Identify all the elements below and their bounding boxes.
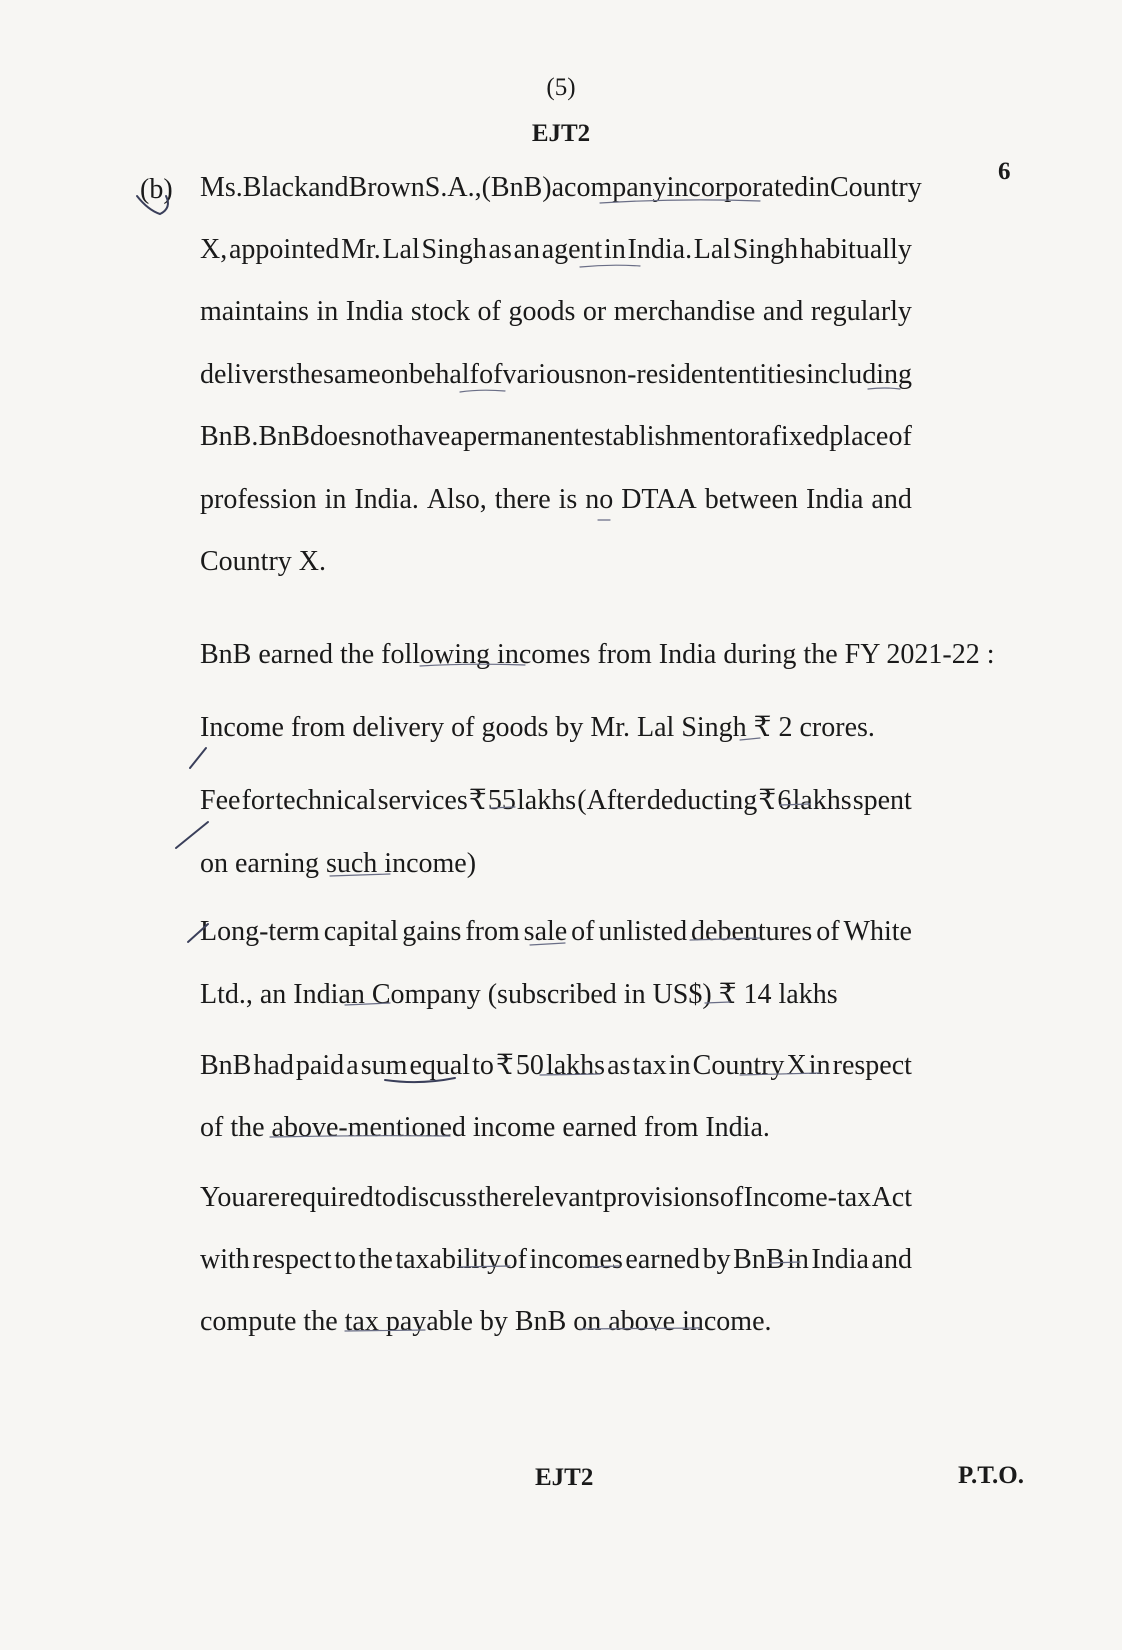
word: capital (323, 916, 399, 947)
word: entities (725, 359, 807, 390)
word: in (604, 234, 626, 265)
word: Mr. (341, 234, 381, 265)
paragraph-line (200, 168, 922, 208)
word: merchandise (613, 296, 756, 327)
word: to (472, 1050, 494, 1081)
word: X, (200, 234, 228, 265)
word: habitually (799, 234, 912, 265)
word: Income-tax (743, 1182, 872, 1213)
paper-code-footer: EJT2 (535, 1464, 594, 1491)
word: You (200, 1182, 246, 1213)
word: gains (402, 916, 462, 947)
word: paid (295, 1050, 345, 1081)
tax-paid-line (200, 1046, 912, 1086)
word: by (702, 1244, 731, 1275)
word: and (308, 172, 349, 203)
tick-mark-income1 (190, 748, 206, 768)
word: incomes (529, 1244, 623, 1275)
word: with (200, 1244, 250, 1275)
word: in (808, 172, 830, 203)
word: lakhs (517, 785, 577, 816)
word: goods (508, 296, 576, 327)
word: a (759, 421, 772, 452)
word: provisions (602, 1182, 720, 1213)
paragraph-line (200, 292, 912, 332)
word: from (465, 916, 520, 947)
word: fixed (771, 421, 830, 452)
word: unlisted (598, 916, 688, 947)
paragraph-line (200, 417, 912, 457)
income-item-capital-gains-cont: Ltd., an Indian Company (subscribed in US$) ₹ 14 lakhs (200, 979, 838, 1010)
question-label: (b) (140, 174, 173, 205)
word: various (502, 359, 585, 390)
requirement-line (200, 1178, 912, 1218)
word: between (704, 484, 798, 515)
word: place (829, 421, 889, 452)
word: in (808, 1050, 831, 1081)
word: Country (829, 172, 922, 203)
word: in (324, 484, 347, 515)
word: S.A., (424, 172, 482, 203)
word: on (380, 359, 409, 390)
paragraph-line (200, 230, 912, 270)
word: the (358, 1244, 393, 1275)
word: as (607, 1050, 631, 1081)
word: and (871, 1244, 912, 1275)
word: is (558, 484, 578, 515)
word: BnB (200, 1050, 252, 1081)
word: and (871, 484, 912, 515)
word: behalf (408, 359, 479, 390)
income-item-capital-gains (200, 912, 912, 952)
word: of (503, 1244, 527, 1275)
word: there (494, 484, 551, 515)
word: Lal (693, 234, 732, 265)
word: no (585, 484, 614, 515)
incomes-intro: BnB earned the following incomes from India during the FY 2021-22 : (200, 639, 995, 670)
word: Country (692, 1050, 785, 1081)
word: 55 (487, 785, 516, 816)
word: X (786, 1050, 807, 1081)
word: a (450, 421, 463, 452)
word: of (888, 421, 912, 452)
word: and (762, 296, 804, 327)
word: the (477, 1182, 512, 1213)
word: company (564, 172, 667, 203)
word: spent (852, 785, 912, 816)
word: maintains (200, 296, 309, 327)
word: lakhs (545, 1050, 606, 1081)
word: tax (632, 1050, 667, 1081)
word: for (241, 785, 275, 816)
word: a (346, 1050, 359, 1081)
word: lakhs (792, 785, 852, 816)
paragraph-line (200, 355, 912, 395)
word: discuss (396, 1182, 478, 1213)
word: to (334, 1244, 356, 1275)
word: Also, (426, 484, 487, 515)
word: India (805, 484, 864, 515)
tax-paid-line: of the above-mentioned income earned from India. (200, 1112, 770, 1143)
word: required (280, 1182, 374, 1213)
word: 6 (777, 785, 792, 816)
income-item-technical-fees-cont: on earning such income) (200, 848, 477, 879)
word: regularly (810, 296, 912, 327)
word: stock (410, 296, 470, 327)
word: (BnB) (481, 172, 552, 203)
word: incorporated (666, 172, 809, 203)
word: of (816, 916, 840, 947)
word: Black (242, 172, 309, 203)
word: India. (354, 484, 419, 515)
word: in (316, 296, 339, 327)
word: delivers (200, 359, 289, 390)
word: earned (625, 1244, 701, 1275)
word: debentures (691, 916, 813, 947)
word: to (374, 1182, 396, 1213)
word: BnB. (200, 421, 259, 452)
word: Lal (382, 234, 420, 265)
paper-code-header: EJT2 (531, 120, 591, 147)
word: appointed (228, 234, 340, 265)
word: an (513, 234, 540, 265)
word: does (310, 421, 362, 452)
word: respect (252, 1244, 332, 1275)
paragraph-line: Country X. (200, 546, 326, 577)
word: Singh (421, 234, 487, 265)
paragraph-line (200, 480, 912, 520)
word: deducting (646, 785, 758, 816)
word: or (582, 296, 607, 327)
word: non-resident (585, 359, 726, 390)
word: taxability (395, 1244, 502, 1275)
word: Singh (732, 234, 799, 265)
word: of (719, 1182, 744, 1213)
word: or (735, 421, 759, 452)
word: DTAA (621, 484, 697, 515)
word: ₹ (496, 1050, 514, 1081)
word: as (488, 234, 512, 265)
page-number: (5) (546, 74, 576, 101)
word: India (345, 296, 404, 327)
word: India (811, 1244, 869, 1275)
requirement-line: compute the tax payable by BnB on above income. (200, 1306, 772, 1337)
word: ₹ (468, 785, 487, 816)
word: Long-term (200, 916, 320, 947)
word: (After (577, 785, 646, 816)
pto-label: P.T.O. (958, 1462, 1024, 1489)
word: sum (360, 1050, 408, 1081)
word: technical (275, 785, 377, 816)
word: of (571, 916, 595, 947)
word: a (551, 172, 565, 203)
requirement-line (200, 1240, 912, 1280)
word: permanent (463, 421, 582, 452)
word: of (477, 296, 501, 327)
word: BnB (258, 421, 310, 452)
word: India. (627, 234, 693, 265)
question-marks: 6 (998, 158, 1011, 185)
word: same (323, 359, 381, 390)
word: have (397, 421, 451, 452)
word: are (245, 1182, 281, 1213)
income-item-technical-fees (200, 781, 912, 821)
word: relevant (512, 1182, 603, 1213)
word: sale (523, 916, 568, 947)
word: Ms. (200, 172, 243, 203)
word: had (253, 1050, 294, 1081)
word: ₹ (758, 785, 777, 816)
word: equal (409, 1050, 471, 1081)
word: services (377, 785, 468, 816)
word: Brown (348, 172, 425, 203)
word: in (787, 1244, 809, 1275)
income-item-goods-delivery: Income from delivery of goods by Mr. Lal Singh ₹ 2 crores. (200, 712, 875, 743)
word: agent (541, 234, 603, 265)
word: White (843, 916, 912, 947)
word: BnB (733, 1244, 785, 1275)
word: not (361, 421, 398, 452)
word: 50 (515, 1050, 544, 1081)
word: Act (871, 1182, 912, 1213)
word: including (806, 359, 912, 390)
word: of (479, 359, 503, 390)
word: in (668, 1050, 691, 1081)
word: Fee (200, 785, 241, 816)
word: profession (200, 484, 317, 515)
word: respect (832, 1050, 912, 1081)
word: establishment (581, 421, 736, 452)
word: the (288, 359, 323, 390)
